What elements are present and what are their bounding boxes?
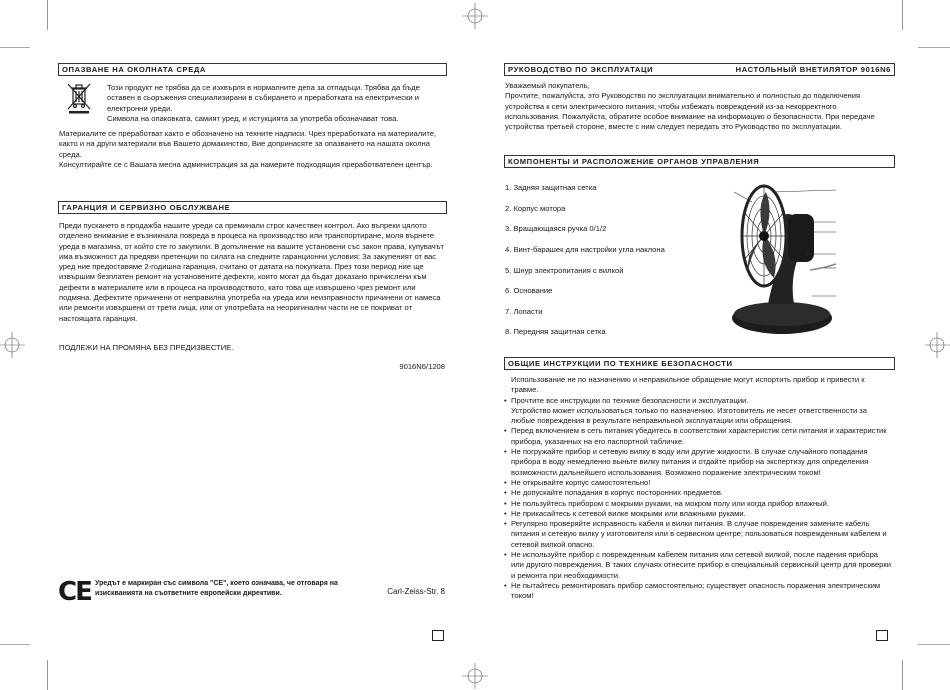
- safety-list-item: • Не открывайте корпус самостоятельно!: [504, 478, 892, 488]
- list-item: 5. Шнур электропитания с вилкой: [505, 265, 624, 275]
- list-item: 3. Вращающаяся ручка 0/1/2: [505, 224, 607, 234]
- safety-list-item: • Перед включением в сеть питания убедитесь в соответствии характеристик сети питания и характеристик прибора, указанных на его паспортной табличке.: [504, 426, 892, 447]
- product-heading: НАСТОЛЬНЫЙ ВНЕТИЛЯТОР 9016N6: [735, 65, 891, 74]
- warranty-heading: ГАРАНЦИЯ И СЕРВИЗНО ОБСЛУЖВАНЕ: [58, 201, 447, 214]
- page-number-box-right: [876, 630, 888, 641]
- registration-mark-bottom: [462, 663, 488, 689]
- safety-list: [504, 375, 892, 602]
- list-item: 6. Основание: [505, 286, 553, 296]
- components-list: [505, 173, 725, 348]
- list-item: 2. Корпус мотора: [505, 203, 566, 213]
- env-heading: ОПАЗВАНЕ НА ОКОЛНАТА СРЕДА: [58, 63, 447, 76]
- safety-list-item: Устройство может использоваться только по назначению. Изготовитель не несет ответственности за любые повреждения в результате неправильной эксплуатации или обращения.: [511, 405, 868, 426]
- safety-list-item: • Прочтите все инструкции по технике безопасности и эксплуатации.: [504, 396, 892, 406]
- safety-list-item: • Не допускайте попадания в корпус посторонних предметов.: [504, 488, 892, 498]
- ce-text: Уредът е маркиран със символа "CE", което означава, че отговаря на изискванията на съответните европейски директиви.: [95, 580, 338, 597]
- warranty-paragraph: Преди пускането в продажба нашите уреди са преминали строг качествен контрол. Ако въпреки цялото отделено внимание е възникнала повреда в процеса на производство или транспортиране, моля върнете уреда в магазина, от който сте го закупили. В допълнение на вашите установени със закон права, купувачът има възможност да предяви претенции по силата на следните гаранционни условия: За закупеният от вас уред ние предоставяме 2-годишна гаранция, считано от датата на покупката. През този период ние ще извършим безплатен ремонт на установените дефекти, които могат да бъдат доказано причислени към дефекти в материалите или в процеса на производството, като това ще извършено чрез ремонт или подмяна. Дефектите причинени от неправилна употреба на уреда или неизправности причинени от намеса или ремонти извършени от трети лица, или от употребата на неоригинални части не се покриват от настоящата гаранция.: [59, 221, 444, 323]
- manual-heading: РУКОВОДСТВО ПО ЭКСПЛУАТАЦИ НАСТОЛЬНЫЙ ВНЕТИЛЯТОР 9016N6: [504, 63, 895, 76]
- safety-list-item: • Не используйте прибор с поврежденным кабелем питания или сетевой вилкой, после падения прибора или другого повреждения. В таких случаях отнесите прибор в специальный сервисный центр для проверки и ремонта при необходимости.: [504, 550, 892, 581]
- address: Carl-Zeiss-Str. 8: [387, 587, 445, 596]
- crossed-bin-icon: [66, 82, 92, 114]
- registration-mark-right: [925, 332, 950, 358]
- safety-list-item: • Регулярно проверяйте исправность кабеля и вилки питания. В случае повреждения замените кабель питания и сетевую вилку у изготовителя или в сервисном центре; пользоваться поврежденным кабелем и сетевой вилкой опасно.: [504, 519, 892, 550]
- list-item: 4. Винт-барашек для настройки угла наклона: [505, 245, 665, 255]
- safety-heading: ОБЩИЕ ИНСТРУКЦИИ ПО ТЕХНИКЕ БЕЗОПАСНОСТИ: [504, 357, 895, 370]
- safety-list-item: • Не пользуйтесь прибором с мокрыми руками, на мокром полу или когда прибор влажный.: [504, 499, 892, 509]
- fan-diagram: [720, 172, 890, 344]
- change-notice: ПОДЛЕЖИ НА ПРОМЯНА БЕЗ ПРЕДИЗВЕСТИЕ.: [59, 343, 234, 352]
- safety-list-item: • Не прикасайтесь к сетевой вилке мокрыми или влажными руками.: [504, 509, 892, 519]
- safety-list-item: • Не погружайте прибор и сетевую вилку в воду или другие жидкости. В случае случайного попадания прибора в воду немедленно выньте вилку питания и отдайте прибор на экспертизу для определения возможности дальнейшего использования. Возможно поражение электрическим током!: [504, 447, 892, 478]
- registration-mark-top: [462, 3, 488, 29]
- env-paragraph-2: Материалите се преработват както е обозначено на техните надписи. Чрез преработката на материалите, както и на други материали във Вашето домакинство, Вие допринасяте за опазването на нашата околна среда. Консултирайте се с Вашата месна администрация за да намерите подходящия преработвателен център.: [59, 129, 437, 169]
- document-code: 9016N6/1208: [399, 362, 445, 371]
- intro-paragraph: Уважаемый покупатель, Прочтите, пожалуйста, это Руководство по эксплуатации внимательно и полностью до подключения устройства к сети электрического питания, чтобы избежать повреждений из-за некорректного использования. Пожалуйста, обратите особое внимание на информацию о безопасности. При передаче устройства третьей стороне, вместе с ним следует передать это Руководство по эксплуатации.: [505, 81, 875, 132]
- registration-mark-left: [0, 332, 25, 358]
- list-item: 8. Передняя защитная сетка: [505, 327, 606, 337]
- env-paragraph-1: Този продукт не трябва да се изхвърля в нормалните депа за отпадъци. Трябва да бъде оставен в сьоръжения специализирани в събирането и преработката на електрически и електронни уреди. Символа на опаковката, самият уред, и истукцията за употреба обозначават това.: [107, 83, 420, 123]
- ce-mark-logo: CE: [58, 577, 91, 607]
- page-number-box-left: [432, 630, 444, 641]
- safety-list-item: • Не пытайтесь ремонтировать прибор самостоятельно; существует опасность поражения электрическим током!: [504, 581, 892, 602]
- list-item: 1. Задняя защитная сетка: [505, 183, 597, 193]
- list-item: 7. Лопасти: [505, 306, 543, 316]
- components-heading: КОМПОНЕНТЫ И РАСПОЛОЖЕНИЕ ОРГАНОВ УПРАВЛЕНИЯ: [504, 155, 895, 168]
- safety-list-item: Использование не по назначению и неправильное обращение могут испортить прибор и привести к травме.: [511, 375, 865, 395]
